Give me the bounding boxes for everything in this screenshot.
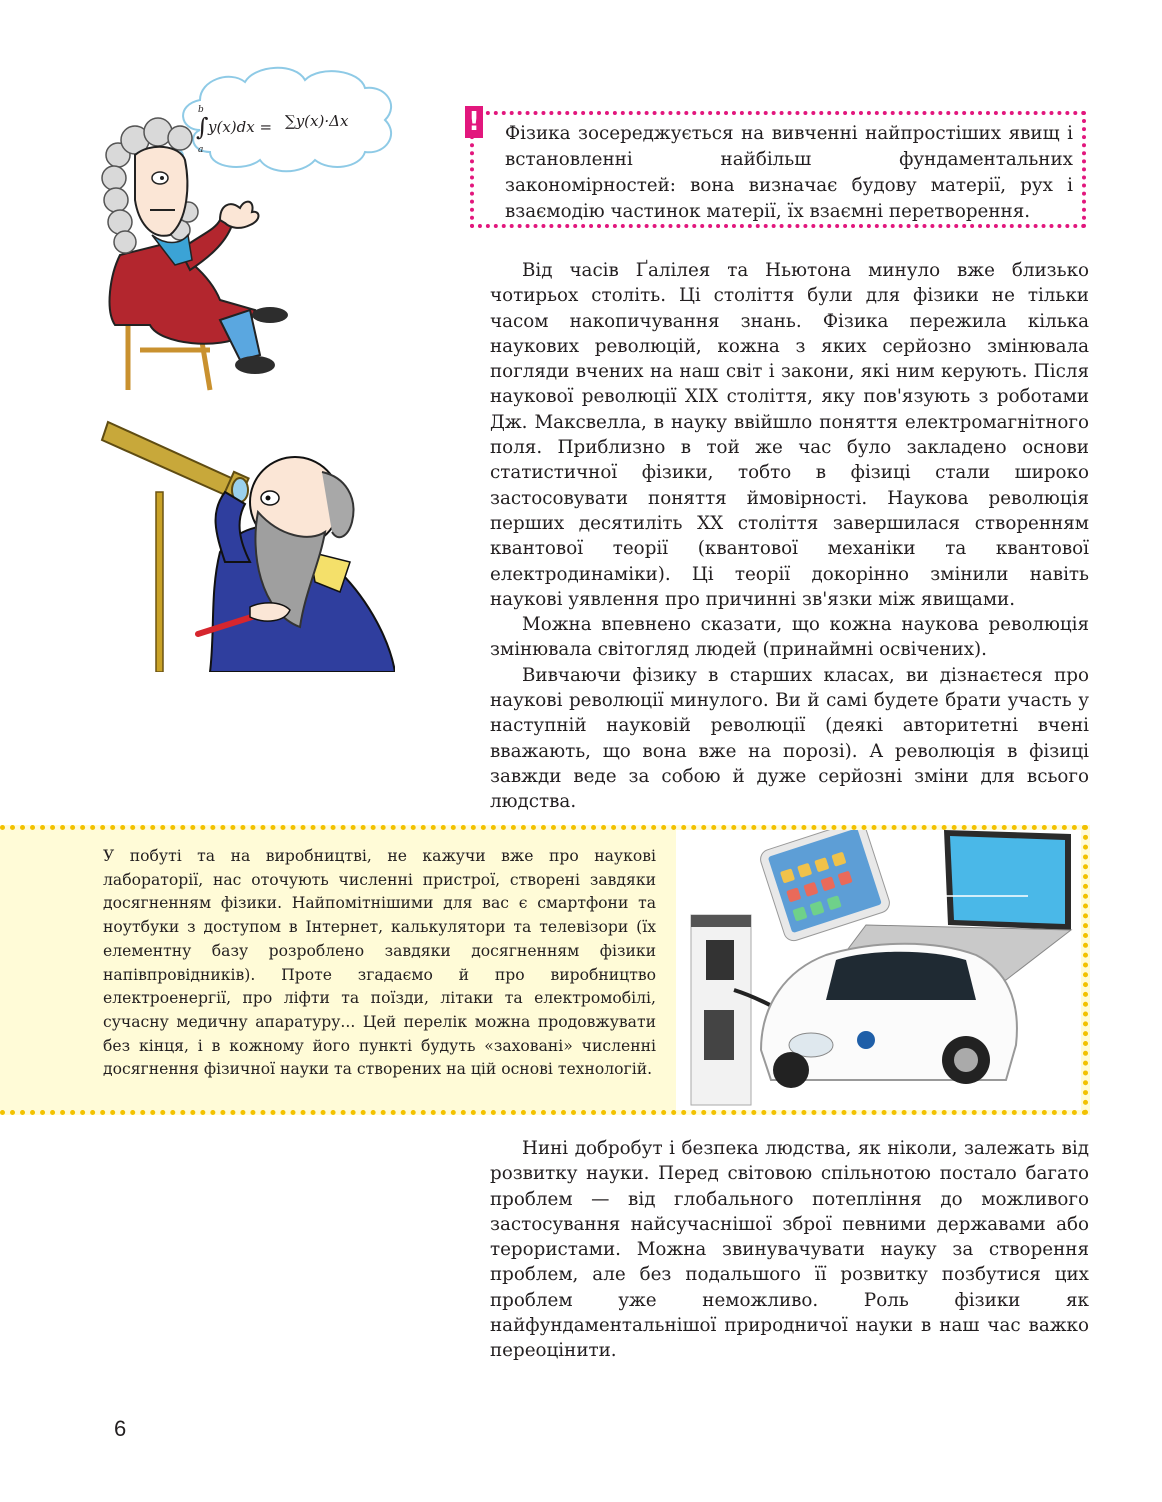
shoe [252,307,288,323]
band-text: У побуті та на виробництві, не кажучи вже про наукові лабораторії, нас оточують численні пристрої, створені завдяки досягненням фізики. Найпомітнішими для вас є смартфони та ноутбуки з доступом в Інтернет, калькулятори та телевізори (їх елементну базу розроблено завдяки досягненням фізики напівпровідників). Проте згадаємо й про виробництво електроенергії, про ліфти та поїзди, літаки та електромобілі, сучасну медичну апаратуру... Цей перелік можна продовжувати без кінця, і в кожному його пункті будуть «заховані» численні досягнення фізичної науки та створених на цій основі технологій. [103,847,656,1079]
hand [220,202,259,228]
key-idea-text: Фізика зосереджується на вивченні найпростіших явищ і встановленні найбільш фундаментальних закономірностей: вона визначає будову матерії, рух і взаємодію частинок матерії, їх взаємні перетворення. [505,123,1073,222]
shoe [235,356,275,374]
svg-text:a: a [198,145,204,155]
svg-text:y(x)dx =: y(x)dx = [208,118,273,136]
svg-text:∑y(x)·Δx: ∑y(x)·Δx [285,112,349,130]
paragraph: Нині добробут і безпека людства, як ніколи, залежать від розвитку науки. Перед світовою спільнотою постало багато проблем — від глобального потепління до можливого застосування найсучаснішої зброї певними державами або терористами. Можна звинувачувати науку за створення проблем, але без подальшого її розвитку позбутися цих проблем уже неможливо. Роль фізики як найфундаментальнішої природничої науки в наш час важко переоцінити. [490,1138,1089,1362]
paragraph: Вивчаючи фізику в старших класах, ви дізнаєтеся про наукові революції минулого. Ви й самі будете брати участь у наступній науковій революції (деякі авторитетні вчені вважають, що вона вже на порозі). А революція в фізиці завжди веде за собою й дуже серйозні зміни для всього людства. [490,664,1089,813]
telescope-stand [156,492,163,672]
closing-text [490,1136,1089,1364]
devices-illustration [676,830,1081,1110]
devices-photo [676,830,1081,1110]
svg-text:b: b [198,105,204,115]
page-number: 6 [114,1416,127,1441]
newton-illustration [80,60,410,400]
band-border-bottom [0,1110,1088,1115]
paragraph: Від часів Ґалілея та Ньютона минуло вже близько чотирьох століть. Ці століття були для фізики не тільки часом накопичування знань. Фізика пережила кілька наукових революцій, кожна з яких серйозно змінювала погляди вчених на наш світ і закони, які ним керують. Після наукової революції XIX століття, яку пов'язують з роботами Дж. Максвелла, в науку ввійшло поняття електромагнітного поля. Приблизно в той же час було закладено основи статистичної фізики, тобто в фізиці стали широко застосовувати поняття ймовірності. Наукова революція перших десятиліть XX століття завершилася створенням квантової теорії (квантової механіки та квантової електродинаміки). Ці теорії докорінно змінили навіть наукові уявлення про причинні зв'язки між явищами. [490,260,1089,610]
main-text [490,258,1089,815]
exclamation-icon: ! [465,106,483,138]
face [135,147,187,236]
electric-car [761,944,1017,1088]
svg-text:∫: ∫ [196,113,209,141]
band-border-right [1083,825,1088,1115]
arm [216,492,250,562]
galileo-illustration [100,412,395,672]
paragraph: Можна впевнено сказати, що кожна наукова революція змінювала світогляд людей (принаймні освічених). [490,614,1089,661]
telescope [102,422,249,502]
